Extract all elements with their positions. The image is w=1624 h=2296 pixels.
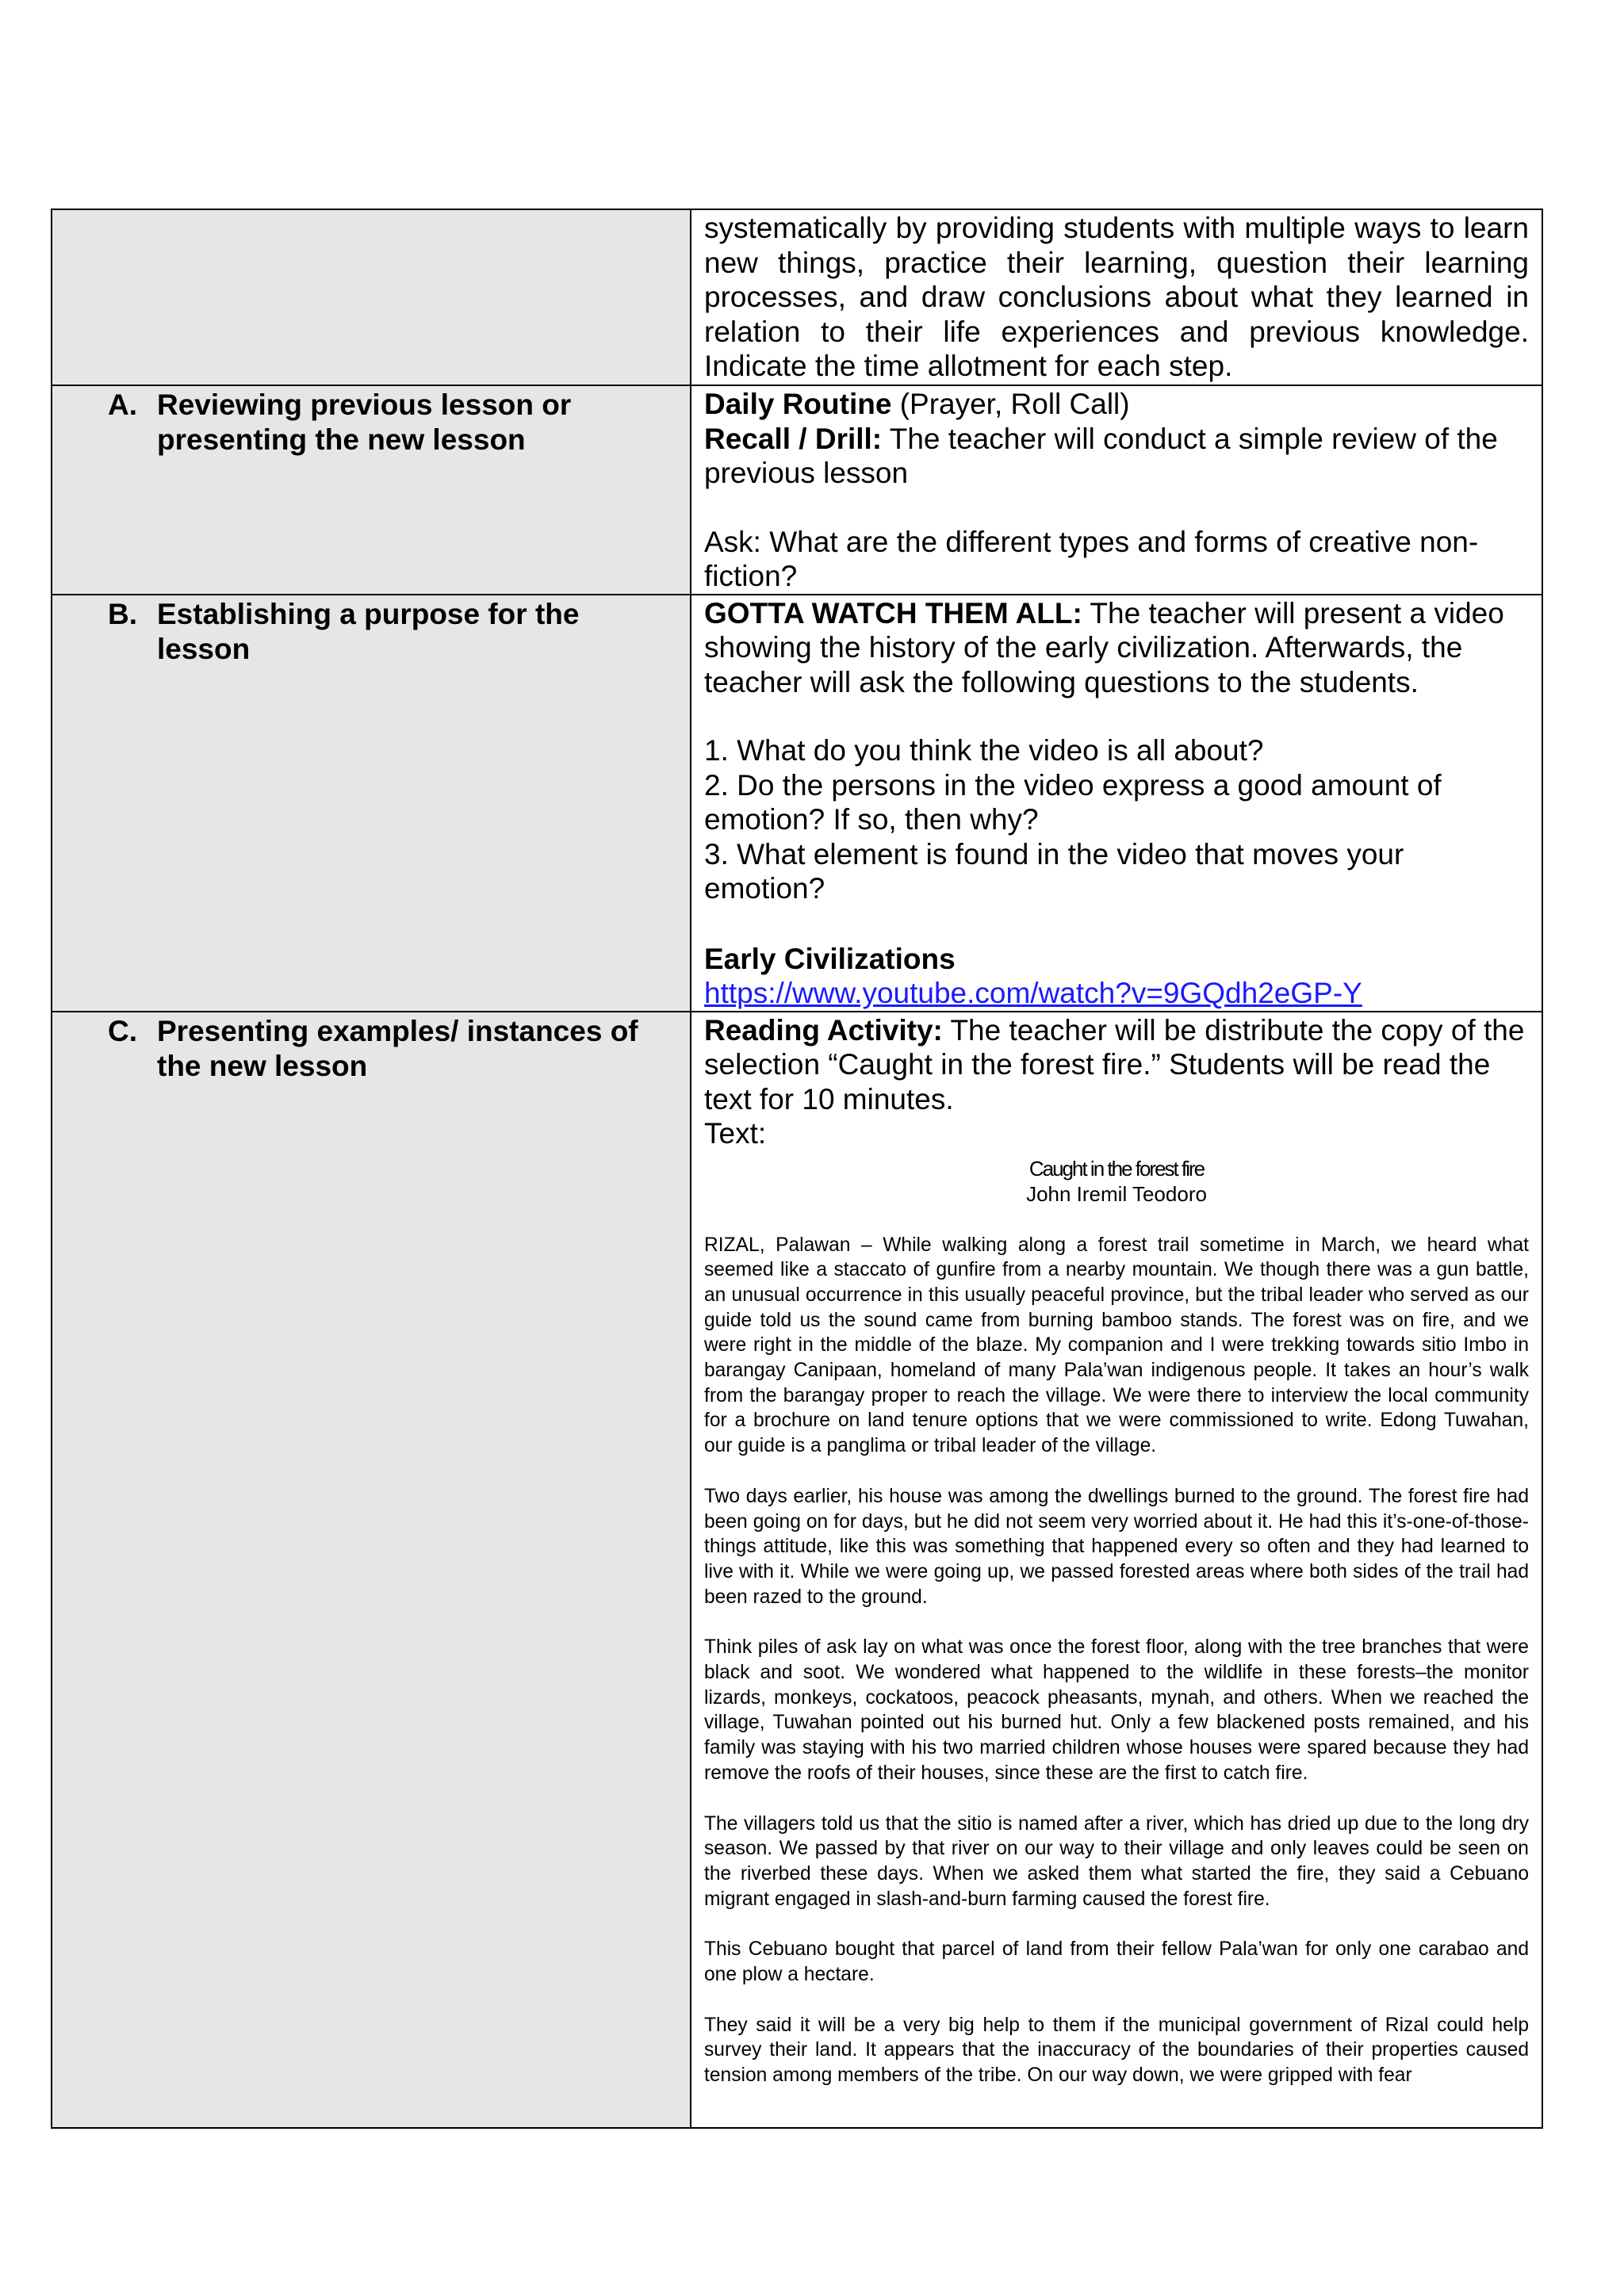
table-row: [52, 385, 1542, 595]
text-label: Text:: [704, 1117, 767, 1150]
table-row: [52, 209, 1542, 385]
story-paragraph: The villagers told us that the sitio is named after a river, which has dried up due to the long dry season. We passed by that river on our way to their village and only leaves could be seen on the riverbed these days. When we asked them what started the fire, they said a Cebuano migrant engaged in slash-and-burn farming caused the forest fire.: [704, 1812, 1529, 1910]
story-author: John Iremil Teodoro: [1026, 1181, 1207, 1206]
row-letter: C.: [108, 1014, 137, 1047]
daily-routine-heading: Daily Routine: [704, 388, 892, 420]
recall-drill-text: The teacher will conduct a simple review of the previous lesson: [704, 422, 1498, 489]
video-link[interactable]: https://www.youtube.com/watch?v=9GQdh2eGP-Y: [704, 977, 1362, 1009]
table-row: [52, 595, 1542, 1012]
question-2: 2. Do the persons in the video express a good amount of emotion? If so, then why?: [704, 768, 1442, 836]
table-row: [52, 1012, 1542, 2128]
lesson-plan-table: [51, 209, 1543, 2129]
recall-drill: [704, 422, 1529, 491]
row-label-text: Establishing a purpose for the lesson: [157, 597, 580, 665]
row-label-cell: [52, 209, 691, 385]
ask-question: Ask: What are the different types and forms of creative non-fiction?: [704, 525, 1479, 592]
video-title: Early Civilizations: [704, 942, 956, 975]
story-paragraph: They said it will be a very big help to them if the municipal government of Rizal could help survey their land. It appears that the inaccuracy of the boundaries of their properties caused tension among members of the tribe. On our way down, we were gripped with fear: [704, 2014, 1529, 2087]
gotta-watch-heading: GOTTA WATCH THEM ALL:: [704, 596, 1082, 629]
story-body: [704, 1233, 1529, 2088]
daily-routine: [704, 387, 1529, 422]
story-paragraph: RIZAL, Palawan – While walking along a forest trail sometime in March, we heard what seemed like a staccato of gunfire from a nearby mountain. We though there was a gun battle, an unusual occurrence in this usually peaceful province, but the tribal leader who served as our guide told us the sound came from burning bamboo stands. The forest was on fire, and we were right in the middle of the blaze. My companion and I were trekking towards sitio Imbo in barangay Canipaan, homeland of many Pala’wan indigenous people. It takes an hour’s walk from the barangay proper to reach the village. We were there to interview the local community for a brochure on land tenure options that we were commissioned to write. Edong Tuwahan, our guide is a panglima or tribal leader of the village.: [704, 1234, 1529, 1457]
gotta-watch-text: The teacher will present a video showing the history of the early civilization. Afterwards, the teacher will ask the following questions to the students.: [704, 596, 1504, 698]
question-1: 1. What do you think the video is all about?: [704, 734, 1264, 767]
story-paragraph: Think piles of ask lay on what was once the forest floor, along with the tree branches that were black and soot. We wondered what happened to the wildlife in these forests–the monitor lizards, monkeys, cockatoos, peacock pheasants, mynah, and others. When we reached the village, Tuwahan pointed out his burned hut. Only a few blackened posts remained, and his family was staying with his two married children whose houses were spared because they had remove the roofs of their houses, since these are the first to catch fire.: [704, 1636, 1529, 1784]
story-title: Caught in the forest fire: [1028, 1156, 1205, 1181]
row-label-cell: [52, 1012, 691, 2128]
question-3: 3. What element is found in the video that moves your emotion?: [704, 837, 1404, 905]
row-letter: A.: [108, 388, 137, 421]
row-label-text: Reviewing previous lesson or presenting the new lesson: [157, 388, 572, 456]
reading-activity-heading: Reading Activity:: [704, 1013, 943, 1047]
daily-routine-text: (Prayer, Roll Call): [891, 388, 1130, 420]
procedure-cell: [691, 385, 1542, 595]
reading-activity-text: The teacher will be distribute the copy of the selection “Caught in the forest fire.” Students will be read the text for 10 minutes.: [704, 1013, 1525, 1115]
story-paragraph: Two days earlier, his house was among the dwellings burned to the ground. The forest fire had been going on for days, but he did not seem very worried about it. He had this it’s-one-of-those-things attitude, like this was something that happened every so often and they had learned to live with it. While we were going up, we passed forested areas where both sides of the trail had been razed to the ground.: [704, 1485, 1529, 1608]
row-label-cell: [52, 595, 691, 1012]
row-label-presenting: [108, 1014, 674, 1084]
row-letter: B.: [108, 597, 137, 630]
procedure-cell: [691, 1012, 1542, 2128]
row-label-text: Presenting examples/ instances of the new lesson: [157, 1014, 638, 1082]
recall-drill-heading: Recall / Drill:: [704, 422, 883, 455]
story-paragraph: This Cebuano bought that parcel of land from their fellow Pala’wan for only one carabao and one plow a hectare.: [704, 1938, 1529, 1986]
procedure-cell: [691, 595, 1542, 1012]
reading-activity: [704, 1013, 1529, 1117]
gotta-watch-intro: [704, 596, 1529, 700]
row-label-establishing: [108, 597, 674, 667]
row-label-cell: [52, 385, 691, 595]
procedure-cell: [691, 209, 1542, 385]
row-label-reviewing: [108, 388, 674, 457]
procedure-description: systematically by providing students with multiple ways to learn new things, practice their learning, question their learning processes, and draw conclusions about what they learned in relation to their life experiences and previous knowledge. Indicate the time allotment for each step.: [704, 212, 1529, 382]
